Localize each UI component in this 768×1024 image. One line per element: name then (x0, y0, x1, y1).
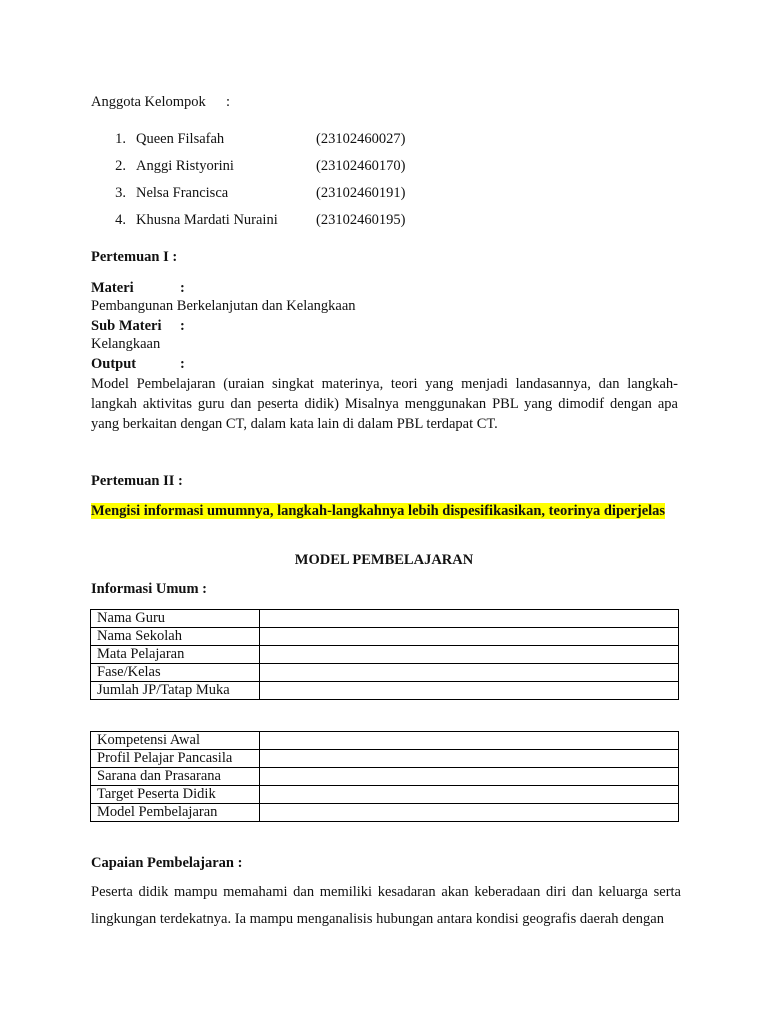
table-row (91, 646, 679, 664)
member-name: Nelsa Francisca (136, 185, 229, 201)
table-cell-label: Mata Pelajaran (91, 646, 260, 664)
informasi-umum-table-1 (90, 609, 679, 700)
table-row (91, 768, 679, 786)
table-cell-value (260, 786, 679, 804)
table-cell-label: Nama Sekolah (91, 628, 260, 646)
table-row (91, 610, 679, 628)
highlighted-text: Mengisi informasi umumnya, langkah-langkahnya lebih dispesifikasikan, teorinya diperjelas (91, 503, 666, 519)
submateri-value: Kelangkaan (91, 336, 161, 352)
submateri-colon: : (180, 318, 185, 334)
table-cell-value (260, 750, 679, 768)
table-cell-label: Jumlah JP/Tatap Muka (91, 682, 260, 700)
table-cell-label: Profil Pelajar Pancasila (91, 750, 260, 768)
member-number: 3. (115, 185, 126, 201)
table-cell-value (260, 804, 679, 822)
table-row (91, 682, 679, 700)
member-nim: (23102460170) (316, 158, 406, 174)
table-cell-value (260, 610, 679, 628)
output-label: Output (91, 356, 137, 372)
member-nim: (23102460195) (316, 212, 406, 228)
anggota-kelompok-label: Anggota Kelompok (91, 94, 206, 110)
anggota-colon: : (226, 94, 231, 110)
table-cell-value (260, 682, 679, 700)
table-cell-label: Nama Guru (91, 610, 260, 628)
table-cell-value (260, 628, 679, 646)
table-row (91, 786, 679, 804)
materi-label: Materi (91, 280, 134, 296)
materi-colon: : (180, 280, 185, 296)
table-cell-label: Sarana dan Prasarana (91, 768, 260, 786)
member-number: 4. (115, 212, 126, 228)
output-value: Model Pembelajaran (uraian singkat materinya, teori yang menjadi landasannya, dan langkah-langkah aktivitas guru dan peserta didik) Misalnya menggunakan PBL yang dimodif dengan apa yang berkaitan dengan CT, dalam kata lain di dalam PBL terdapat CT. (91, 376, 678, 432)
member-name: Anggi Ristyorini (136, 158, 234, 174)
table-row (91, 628, 679, 646)
table-row (91, 750, 679, 768)
table-cell-value (260, 664, 679, 682)
capaian-pembelajaran-heading: Capaian Pembelajaran : (91, 855, 243, 871)
member-name: Khusna Mardati Nuraini (136, 212, 278, 228)
table-cell-value (260, 646, 679, 664)
table-row (91, 804, 679, 822)
submateri-label: Sub Materi (91, 318, 162, 334)
table-row (91, 732, 679, 750)
table-cell-label: Fase/Kelas (91, 664, 260, 682)
output-colon: : (180, 356, 185, 372)
pertemuan-2-instruction (91, 502, 678, 521)
table-row (91, 664, 679, 682)
pertemuan-1-heading: Pertemuan I : (91, 249, 178, 265)
informasi-umum-table-2 (90, 731, 679, 822)
table-cell-label: Model Pembelajaran (91, 804, 260, 822)
materi-value: Pembangunan Berkelanjutan dan Kelangkaan (91, 298, 356, 314)
member-nim: (23102460027) (316, 131, 406, 147)
table-cell-label: Target Peserta Didik (91, 786, 260, 804)
member-nim: (23102460191) (316, 185, 406, 201)
informasi-umum-heading: Informasi Umum : (91, 581, 207, 597)
table-cell-value (260, 768, 679, 786)
pertemuan-2-heading: Pertemuan II : (91, 473, 183, 489)
capaian-pembelajaran-text: Peserta didik mampu memahami dan memiliki kesadaran akan keberadaan diri dan keluarga serta lingkungan terdekatnya. Ia mampu menganalisis hubungan antara kondisi geografis daerah dengan (91, 884, 681, 927)
member-number: 2. (115, 158, 126, 174)
member-name: Queen Filsafah (136, 131, 225, 147)
table-cell-label: Kompetensi Awal (91, 732, 260, 750)
table-cell-value (260, 732, 679, 750)
model-pembelajaran-title: MODEL PEMBELAJARAN (294, 552, 474, 568)
member-number: 1. (115, 131, 126, 147)
